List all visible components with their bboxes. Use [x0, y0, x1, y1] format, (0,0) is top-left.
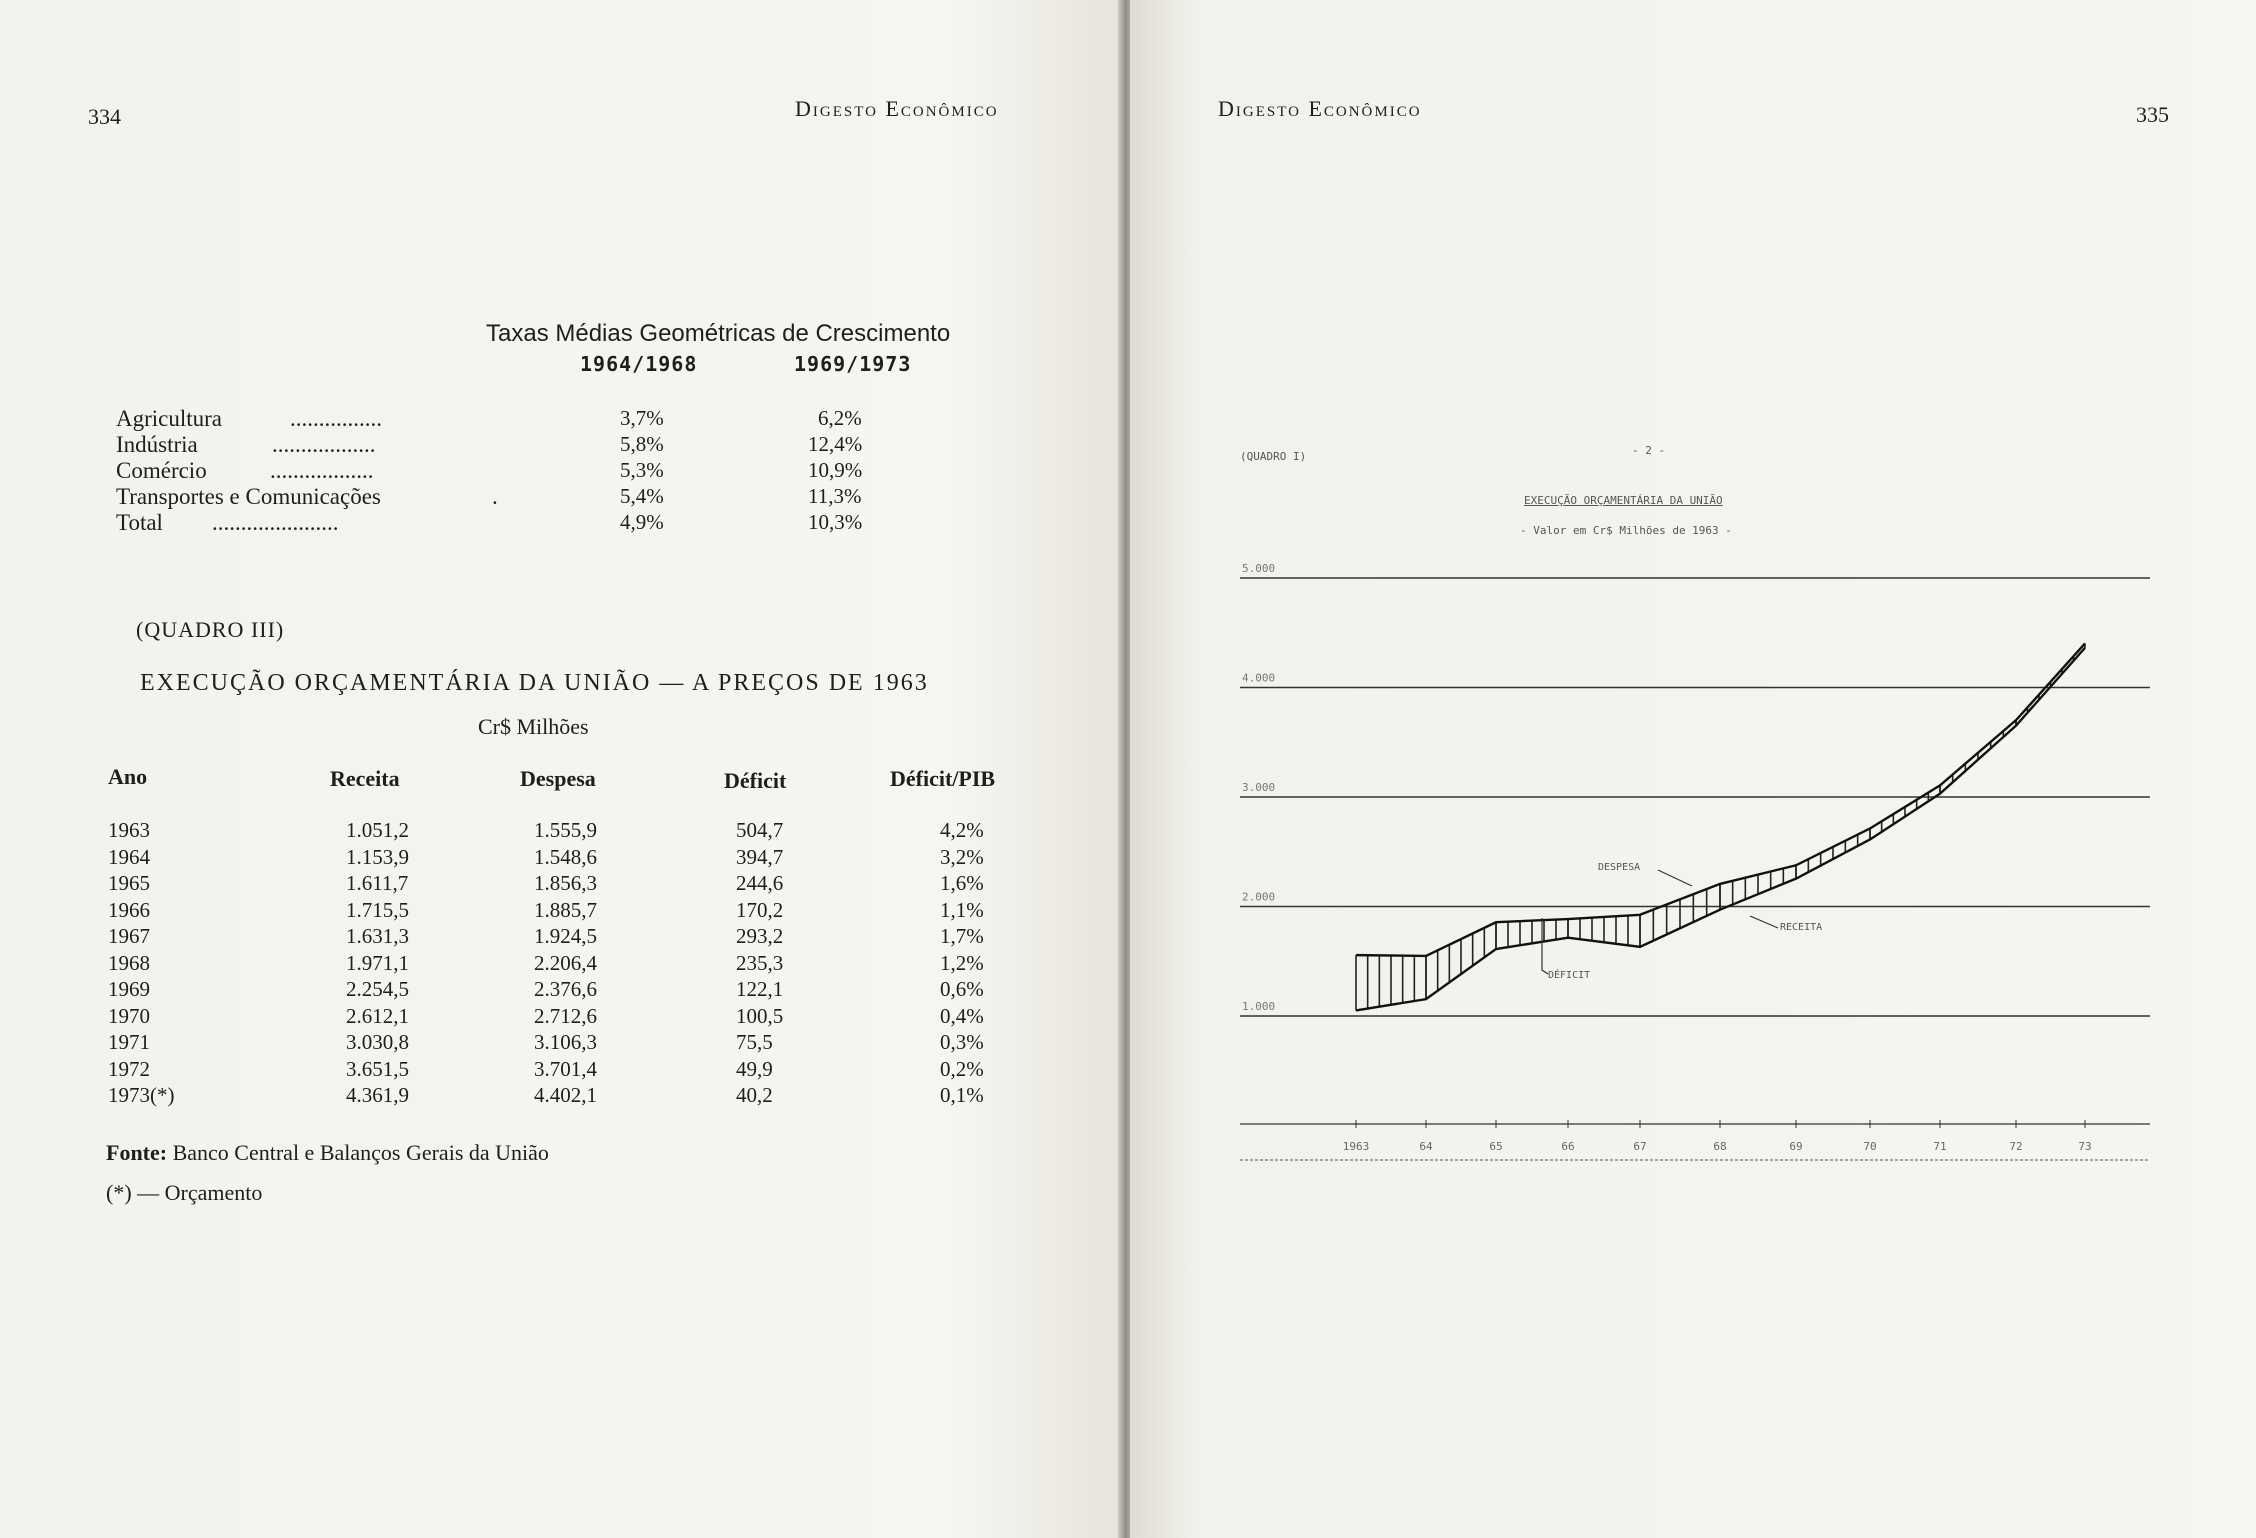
- table-cell: 1,1%: [940, 897, 984, 922]
- table-cell: 1966: [108, 897, 150, 922]
- running-head-right: Digesto Econômico: [1218, 96, 1422, 121]
- table-cell: 1.971,1: [346, 950, 409, 975]
- table-cell: 0,1%: [940, 1083, 984, 1107]
- table-cell: 3.701,4: [534, 1056, 597, 1081]
- table-cell: 2.712,6: [534, 1003, 597, 1028]
- growth-row-label: Transportes e Comunicações: [116, 484, 381, 509]
- growth-row-value-1: 3,7%: [620, 406, 664, 430]
- table-cell: 1965: [108, 871, 150, 895]
- growth-row-value-1: 4,9%: [620, 510, 664, 534]
- exec-header-receita: Receita: [330, 766, 400, 791]
- table-cell: 3.030,8: [346, 1030, 409, 1054]
- growth-row-leader: .: [492, 484, 498, 509]
- table-cell: 4.361,9: [346, 1083, 409, 1107]
- x-tick-label: 65: [1489, 1140, 1503, 1153]
- annotation-arrow-receita: [1750, 916, 1778, 928]
- growth-row-value-1: 5,3%: [620, 458, 664, 482]
- table-cell: 1967: [108, 924, 150, 948]
- table-cell: 1.548,6: [534, 844, 597, 869]
- y-tick-label: 3.000: [1242, 781, 1276, 794]
- exec-header-deficit-pib: Déficit/PIB: [890, 766, 996, 791]
- table-cell: 0,4%: [940, 1003, 984, 1028]
- growth-row-label: Indústria: [116, 432, 198, 457]
- growth-row-leader: ..................: [270, 458, 374, 483]
- chart-quadro-label: (QUADRO I): [1240, 450, 1307, 463]
- table-cell: 1,6%: [940, 871, 984, 895]
- table-cell: 0,6%: [940, 977, 984, 1001]
- running-head-left: Digesto Econômico: [795, 96, 999, 121]
- x-tick-label: 66: [1561, 1140, 1575, 1153]
- x-tick-label: 72: [2009, 1140, 2023, 1153]
- table-cell: 235,3: [736, 950, 784, 975]
- table-cell: 1.885,7: [534, 897, 597, 922]
- table-cell: 3.651,5: [346, 1056, 409, 1081]
- x-tick-label: 69: [1789, 1140, 1803, 1153]
- growth-row-value-2: 11,3%: [808, 484, 862, 508]
- table-cell: 1971: [108, 1030, 150, 1054]
- annotation-despesa: DESPESA: [1598, 862, 1641, 873]
- table-cell: 394,7: [736, 844, 784, 869]
- table-cell: 1969: [108, 977, 150, 1001]
- table-cell: 1.611,7: [346, 871, 409, 895]
- growth-row-leader: ................: [290, 406, 382, 431]
- table-cell: 504,7: [736, 818, 784, 842]
- table-cell: 244,6: [736, 871, 784, 895]
- page-number-left: 334: [88, 104, 121, 129]
- series-line-receita: [1356, 648, 2085, 1011]
- y-tick-label: 2.000: [1242, 890, 1276, 904]
- annotation-arrow-despesa: [1658, 870, 1692, 886]
- table-cell: 4.402,1: [534, 1083, 597, 1107]
- growth-period-1: 1964/1968: [580, 352, 698, 376]
- table-cell: 1.555,9: [534, 818, 597, 842]
- chart-title: EXECUÇÃO ORÇAMENTÁRIA DA UNIÃO: [1524, 494, 1723, 507]
- table-cell: 40,2: [736, 1083, 773, 1107]
- growth-period-2: 1969/1973: [794, 352, 912, 376]
- table-cell: 1970: [108, 1003, 150, 1028]
- source-text: Banco Central e Balanços Gerais da União: [172, 1140, 549, 1165]
- table-cell: 1973(*): [108, 1083, 175, 1107]
- y-tick-label: 4.000: [1242, 671, 1276, 685]
- exec-header-despesa: Despesa: [520, 766, 596, 791]
- y-tick-label: 5.000: [1242, 562, 1276, 575]
- table-cell: 1.631,3: [346, 924, 409, 948]
- table-cell: 1964: [108, 844, 150, 869]
- source-label: Fonte:: [106, 1140, 168, 1165]
- growth-row-label: Agricultura: [116, 406, 223, 431]
- table-cell: 49,9: [736, 1056, 773, 1081]
- annotation-receita: RECEITA: [1780, 922, 1823, 933]
- table-cell: 3.106,3: [534, 1030, 597, 1054]
- table-cell: 0,3%: [940, 1030, 984, 1054]
- table-cell: 1968: [108, 950, 150, 975]
- exec-table-units: Cr$ Milhões: [478, 714, 589, 739]
- table-cell: 2.206,4: [534, 950, 597, 975]
- table-cell: 1.924,5: [534, 924, 597, 948]
- table-cell: 1,2%: [940, 950, 984, 975]
- growth-row-value-2: 12,4%: [808, 432, 863, 456]
- source-note: [106, 1140, 549, 1166]
- growth-row-label: Comércio: [116, 458, 207, 483]
- growth-row-leader: ..................: [272, 432, 376, 457]
- exec-header-deficit: Déficit: [724, 768, 787, 793]
- table-cell: 1972: [108, 1056, 150, 1081]
- annotation-deficit: DÉFICIT: [1548, 970, 1591, 981]
- table-cell: 1.051,2: [346, 818, 409, 842]
- x-tick-label: 64: [1419, 1140, 1433, 1153]
- growth-row-value-1: 5,8%: [620, 432, 664, 456]
- table-cell: 293,2: [736, 924, 784, 948]
- x-tick-label: 68: [1713, 1140, 1727, 1153]
- table-cell: 2.376,6: [534, 977, 597, 1001]
- table-cell: 1.153,9: [346, 844, 409, 869]
- table-cell: 100,5: [736, 1003, 784, 1028]
- table-cell: 4,2%: [940, 818, 984, 842]
- table-cell: 122,1: [736, 977, 784, 1001]
- growth-row-value-2: 6,2%: [818, 406, 862, 430]
- table-cell: 2.254,5: [346, 977, 409, 1001]
- x-tick-label: 1963: [1342, 1140, 1370, 1153]
- x-tick-label: 71: [1933, 1140, 1947, 1153]
- left-page: [0, 0, 1122, 1538]
- quadro-label: (QUADRO III): [136, 617, 285, 642]
- table-cell: 2.612,1: [346, 1003, 409, 1028]
- table-cell: 1.715,5: [346, 897, 409, 922]
- y-tick-label: 1.000: [1242, 1000, 1276, 1013]
- chart-subtitle: - Valor em Cr$ Milhões de 1963 -: [1520, 524, 1732, 537]
- growth-table-title: Taxas Médias Geométricas de Crescimento: [486, 320, 951, 347]
- annotation-arrow-deficit: [1542, 918, 1548, 974]
- page-number-right: 335: [2136, 102, 2169, 127]
- exec-header-ano: Ano: [108, 764, 148, 789]
- chart-dash-label: - 2 -: [1632, 444, 1666, 457]
- growth-row-label: Total: [116, 510, 163, 535]
- right-page: [1130, 0, 2256, 1538]
- budget-chart: [1130, 540, 2256, 1180]
- x-tick-label: 70: [1863, 1140, 1877, 1153]
- table-cell: 1963: [108, 818, 150, 842]
- growth-row-value-2: 10,9%: [808, 458, 863, 482]
- footnote: (*) — Orçamento: [106, 1180, 263, 1205]
- exec-table-title: EXECUÇÃO ORÇAMENTÁRIA DA UNIÃO — A PREÇOS DE 1963: [140, 670, 929, 696]
- table-cell: 0,2%: [940, 1056, 984, 1081]
- deficit-band: [1356, 643, 2085, 1010]
- x-tick-label: 67: [1633, 1140, 1647, 1153]
- growth-row-leader: ......................: [212, 510, 339, 535]
- x-tick-label: 73: [2078, 1140, 2092, 1153]
- growth-row-value-1: 5,4%: [620, 484, 664, 508]
- table-cell: 1,7%: [940, 924, 984, 948]
- table-cell: 75,5: [736, 1030, 773, 1054]
- table-cell: 3,2%: [940, 844, 984, 869]
- table-cell: 170,2: [736, 897, 784, 922]
- table-cell: 1.856,3: [534, 871, 597, 895]
- growth-row-value-2: 10,3%: [808, 510, 863, 534]
